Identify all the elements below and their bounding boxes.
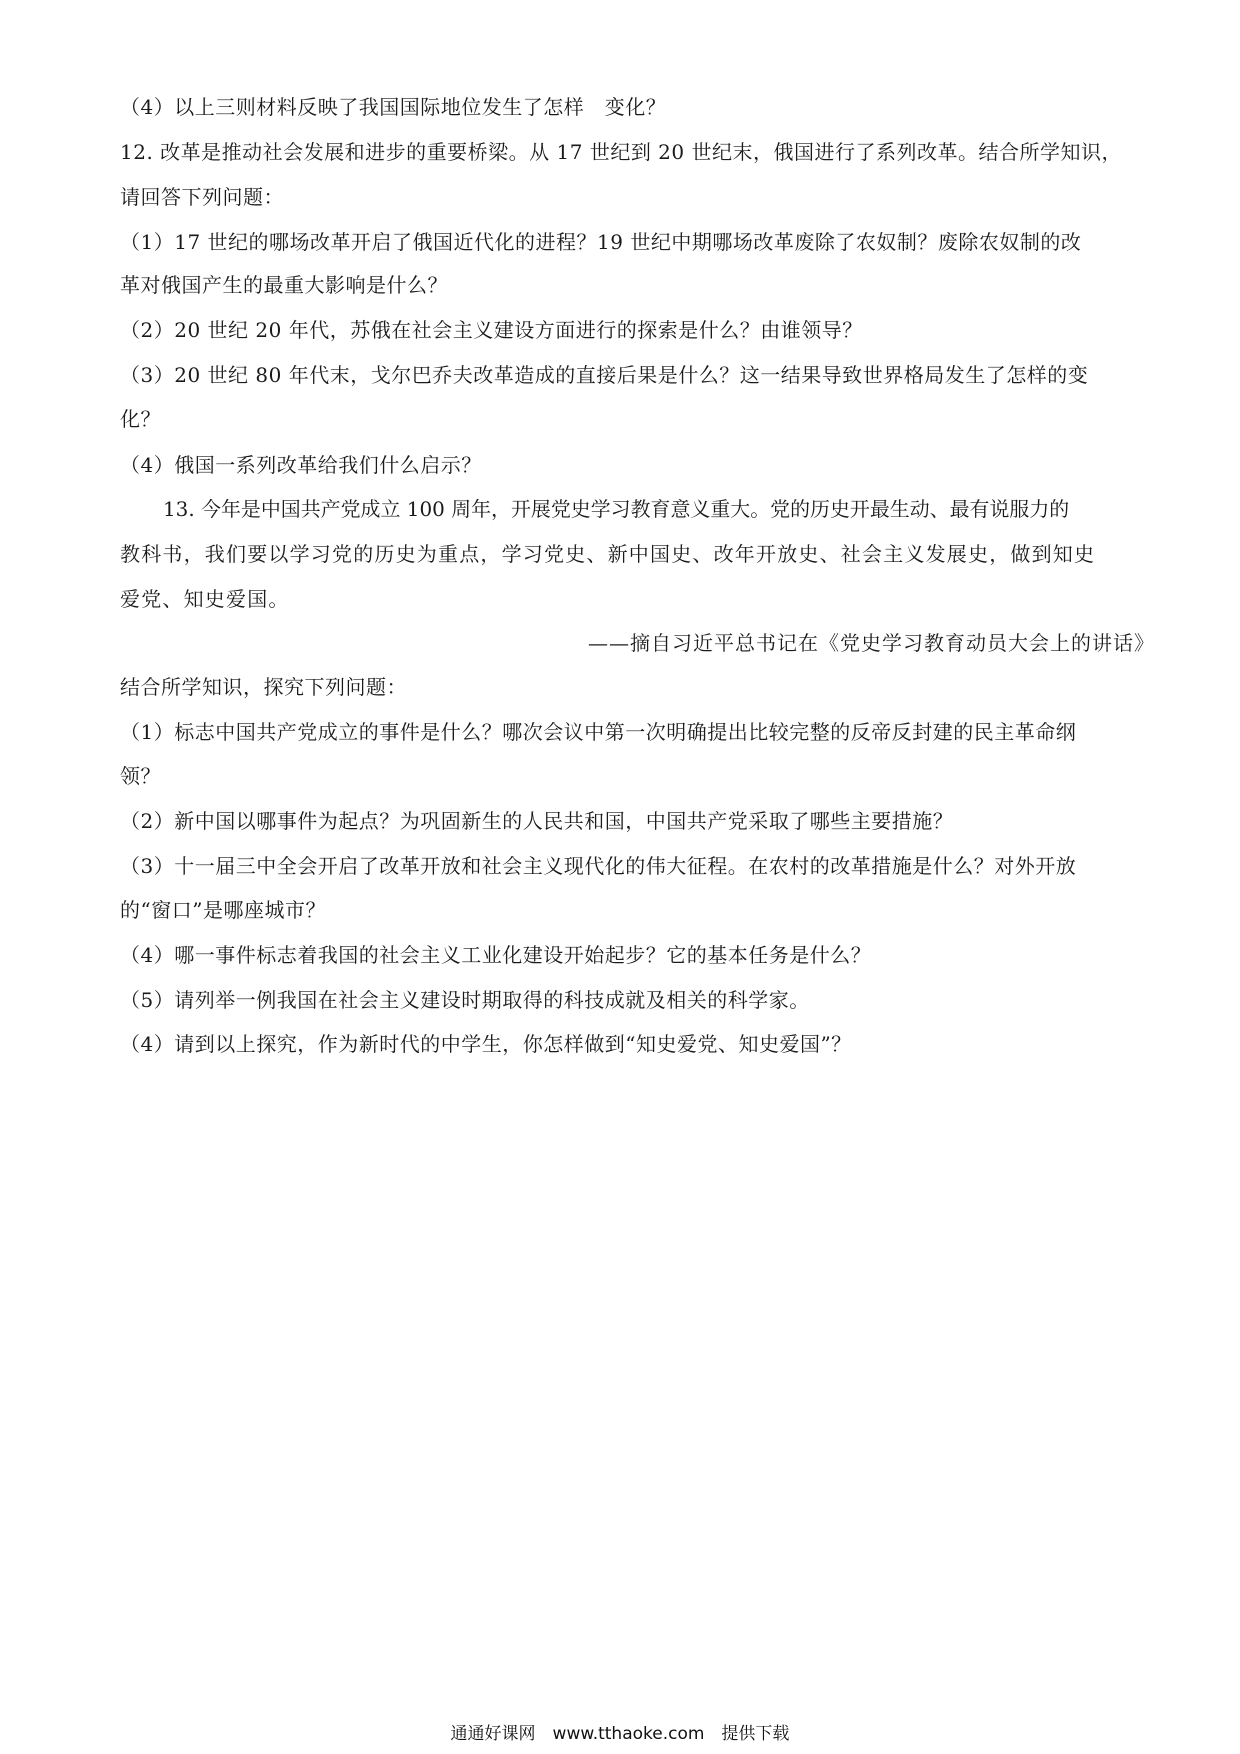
q12-part1-cont: 革对俄国产生的最重大影响是什么？ — [120, 273, 448, 297]
q11-part4: （4）以上三则材料反映了我国国际地位发生了怎样 变化？ — [120, 95, 667, 119]
q13-material-line2: 教科书，我们要以学习党的历史为重点，学习党史、新中国史、改年开放史、社会主义发展史，做到知史 — [120, 542, 1096, 566]
q13-part1: （1）标志中国共产党成立的事件是什么？哪次会议中第一次明确提出比较完整的反帝反封建的民主革命纲 — [120, 720, 1077, 744]
q13-part5: （5）请列举一例我国在社会主义建设时期取得的科技成就及相关的科学家。 — [120, 988, 810, 1012]
q12-part1: （1）17 世纪的哪场改革开启了俄国近代化的进程？19 世纪中期哪场改革废除了农奴制？废除农奴制的改 — [120, 230, 1082, 254]
q12-intro-cont: 请回答下列问题： — [120, 185, 284, 209]
q13-material-line1: 13. 今年是中国共产党成立 100 周年，开展党史学习教育意义重大。党的历史开最生动、最有说服力的 — [163, 497, 1070, 521]
q12-part3-cont: 化？ — [120, 407, 161, 431]
q13-part1-cont: 领？ — [120, 764, 161, 788]
q13-material-line3: 爱党、知史爱国。 — [120, 587, 290, 611]
q12-part3: （3）20 世纪 80 年代末，戈尔巴乔夫改革造成的直接后果是什么？这一结果导致世界格局发生了怎样的变 — [120, 363, 1089, 387]
q13-part6: （4）请到以上探究，作为新时代的中学生，你怎样做到“知史爱党、知史爱国”？ — [120, 1032, 852, 1056]
page-footer: 通通好课网 www.tthaoke.com 提供下载 — [450, 1724, 790, 1744]
q13-part3-cont: 的“窗口”是哪座城市？ — [120, 898, 326, 922]
q13-part4: （4）哪一事件标志着我国的社会主义工业化建设开始起步？它的基本任务是什么？ — [120, 943, 872, 967]
q12-part4: （4）俄国一系列改革给我们什么启示？ — [120, 453, 482, 477]
q13-part2: （2）新中国以哪事件为起点？为巩固新生的人民共和国，中国共产党采取了哪些主要措施？ — [120, 809, 954, 833]
q13-prompt: 结合所学知识，探究下列问题： — [120, 675, 407, 699]
q13-source: ——摘自习近平总书记在《党史学习教育动员大会上的讲话》 — [588, 631, 1155, 655]
q12-intro: 12. 改革是推动社会发展和进步的重要桥梁。从 17 世纪到 20 世纪末，俄国进行了系列改革。结合所学知识， — [120, 140, 1122, 164]
q13-part3: （3）十一届三中全会开启了改革开放和社会主义现代化的伟大征程。在农村的改革措施是什么？对外开放 — [120, 854, 1077, 878]
q12-part2: （2）20 世纪 20 年代，苏俄在社会主义建设方面进行的探索是什么？由谁领导？ — [120, 318, 863, 342]
